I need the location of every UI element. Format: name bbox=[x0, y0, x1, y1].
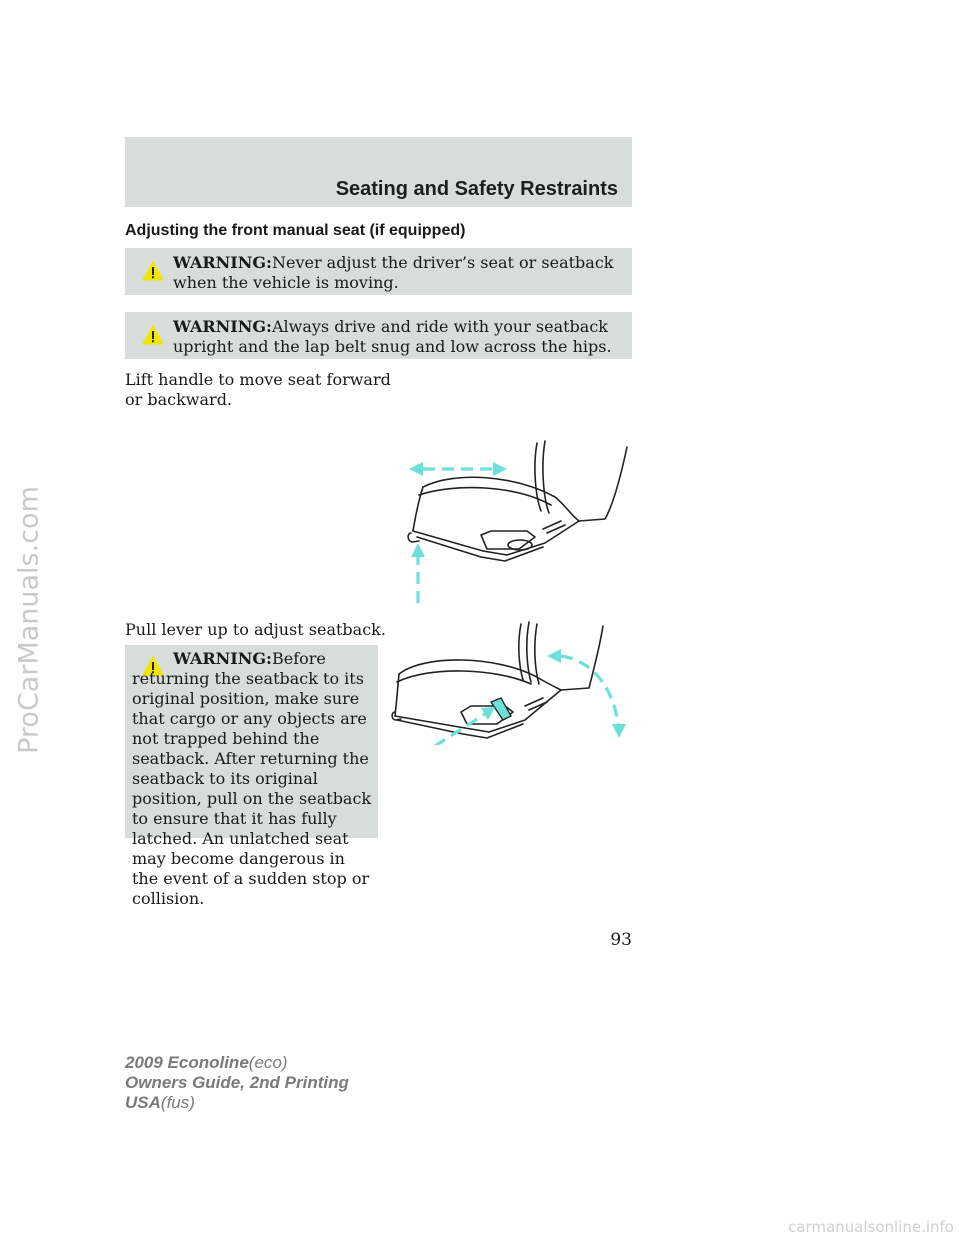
footer-model: 2009 Econoline bbox=[125, 1053, 249, 1072]
page-number: 93 bbox=[610, 930, 632, 950]
footer-line-region bbox=[125, 1093, 349, 1113]
paragraph-pull-lever: Pull lever up to adjust seatback. bbox=[125, 620, 386, 639]
seatback-recline-illustration bbox=[385, 620, 630, 745]
warning-text-1 bbox=[173, 253, 620, 293]
chapter-header bbox=[125, 137, 632, 207]
warning-label: WARNING: bbox=[173, 649, 272, 668]
warning-label: WARNING: bbox=[173, 253, 272, 272]
footer-region-code: (fus) bbox=[160, 1093, 195, 1112]
warning-body: Always drive and ride with your seatback upright and the lap belt snug and low across the hips. bbox=[173, 317, 612, 356]
warning-body: Before returning the seatback to its original position, make sure that cargo or any objects are not trapped behind the seatback. After returning the seatback to its original position, pull on the seatback to ensure that it has fully latched. An unlatched seat may become dangerous in the event of a sudden stop or collision. bbox=[132, 649, 372, 908]
side-watermark bbox=[4, 0, 54, 1242]
paragraph-lift-handle: Lift handle to move seat forward or backward. bbox=[125, 370, 391, 409]
warning-body: Never adjust the driver’s seat or seatback when the vehicle is moving. bbox=[173, 253, 614, 292]
chapter-title: Seating and Safety Restraints bbox=[335, 178, 618, 200]
footer-region: USA bbox=[125, 1093, 161, 1112]
footer-model-code: (eco) bbox=[248, 1053, 288, 1072]
footer-guide: Owners Guide, 2nd Printing bbox=[125, 1073, 349, 1092]
warning-triangle-icon bbox=[142, 324, 164, 346]
warning-triangle-icon bbox=[142, 260, 164, 282]
section-heading: Adjusting the front manual seat (if equipped) bbox=[125, 222, 466, 239]
warning-box-3 bbox=[125, 645, 378, 908]
seat-forward-backward-illustration bbox=[395, 435, 635, 610]
footer-line-model bbox=[125, 1053, 349, 1073]
warning-text-3 bbox=[125, 649, 374, 909]
side-watermark-text: ProCarManuals.com bbox=[13, 486, 45, 754]
warning-box-2 bbox=[125, 312, 632, 359]
document-footer bbox=[125, 1053, 349, 1113]
warning-box-1 bbox=[125, 248, 632, 295]
warning-text-2 bbox=[173, 317, 620, 357]
footer-line-guide bbox=[125, 1073, 349, 1093]
warning-label: WARNING: bbox=[173, 317, 272, 336]
bottom-watermark: carmanualsonline.info bbox=[788, 1218, 954, 1236]
